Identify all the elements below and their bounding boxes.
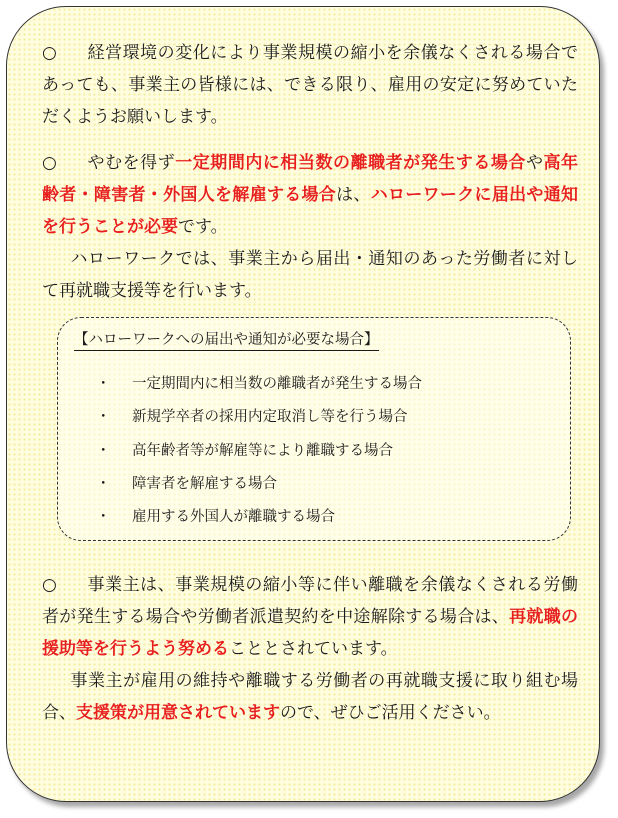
paragraph-text: 事業主が雇用の維持や離職する労働者の再就職支援に取り組む場合、 — [42, 671, 578, 723]
notification-cases-title: 【ハローワークへの届出や通知が必要な場合】 — [74, 330, 379, 351]
paragraph-text: は、 — [336, 185, 371, 205]
paragraph-text: 事業主は、事業規模の縮小等に伴い離職を余儀なくされる労働者が発生する場合や労働者派遣契約を中途解除する場合は、 — [42, 575, 578, 627]
list-item-text: 障害者を解雇する場合 — [132, 475, 277, 492]
list-item — [96, 501, 422, 534]
paragraph-reemployment-support — [42, 569, 578, 729]
circle-marker: ○ — [42, 153, 57, 173]
list-item-text: 高年齢者等が解雇等により離職する場合 — [132, 442, 393, 459]
circle-marker: ○ — [42, 575, 57, 595]
paragraph-text: ので、ぜひご活用ください。 — [280, 703, 501, 723]
bullet-mark: ・ — [96, 442, 111, 459]
highlight-support-measures: 支援策が用意されています — [76, 703, 280, 723]
bullet-mark: ・ — [96, 409, 111, 426]
bullet-mark: ・ — [96, 475, 111, 492]
paragraph-text: ハローワークでは、事業主から届出・通知のあった労働者に対して再就職支援等を行います。 — [42, 249, 578, 301]
notification-cases-list — [96, 368, 422, 534]
list-item — [96, 401, 422, 434]
list-item-text: 新規学卒者の採用内定取消し等を行う場合 — [132, 409, 408, 426]
paragraph-text: です。 — [178, 217, 228, 237]
circle-marker: ○ — [42, 43, 57, 63]
highlight-reemployment-assistance: 再就職の援助等を行うよう努める — [42, 607, 579, 659]
info-panel — [6, 6, 600, 802]
list-item-text: 雇用する外国人が離職する場合 — [132, 509, 335, 526]
notification-cases-box — [57, 317, 571, 541]
paragraph-text: 経営環境の変化により事業規模の縮小を余儀なくされる場合であっても、事業主の皆様には、できる限り、雇用の安定に努めていただくようお願いします。 — [42, 43, 578, 127]
highlight-dismissal-cases: 高年齢者・障害者・外国人を解雇する場合 — [42, 153, 579, 205]
list-item — [96, 368, 422, 401]
bullet-mark: ・ — [96, 509, 111, 526]
bullet-mark: ・ — [96, 376, 111, 392]
list-item — [96, 468, 422, 501]
paragraph-text: こととされています。 — [229, 639, 398, 659]
list-item-text: 一定期間内に相当数の離職者が発生する場合 — [132, 376, 422, 392]
list-item — [96, 435, 422, 468]
highlight-hellowork-notification: ハローワークに届出や通知を行うことが必要 — [42, 185, 579, 237]
highlight-mass-separation: 一定期間内に相当数の離職者が発生する場合 — [175, 153, 526, 173]
paragraph-text: や — [525, 153, 544, 173]
paragraph-notification-requirement — [42, 147, 578, 307]
paragraph-employment-stability — [42, 37, 578, 133]
paragraph-text: やむを得ず — [87, 153, 176, 173]
